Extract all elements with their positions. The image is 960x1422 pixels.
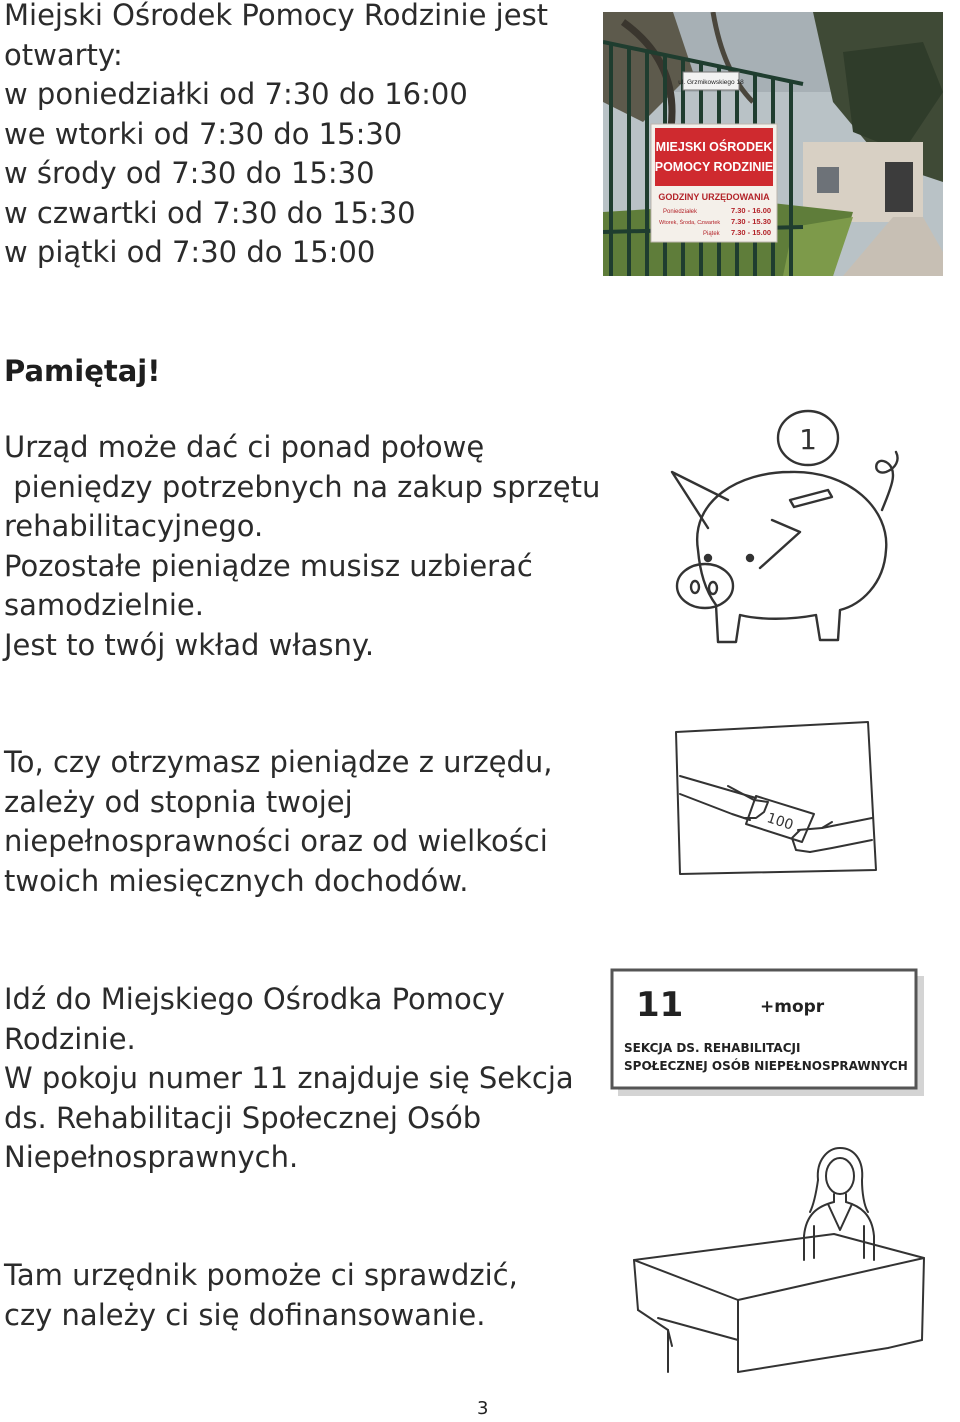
remember-heading: Pamiętaj!	[4, 354, 161, 388]
section-line-1: SEKCJA DS. REHABILITACJI	[624, 1041, 801, 1055]
remember-line: Urząd może dać ci ponad połowę	[4, 430, 485, 464]
eligibility-line: To, czy otrzymasz pieniądze z urzędu,	[4, 745, 553, 779]
remember-line: Jest to twój wkład własny.	[4, 627, 375, 662]
coin-label: 1	[799, 423, 817, 456]
goto-line: Niepełnosprawnych.	[4, 1140, 299, 1174]
eligibility-line: niepełnosprawności oraz od wielkości	[4, 824, 548, 858]
sign-row2-day: Wtorek, Środa, Czwartek	[659, 220, 721, 226]
eligibility-text	[4, 743, 553, 901]
hours-line: w środy od 7:30 do 15:30	[4, 156, 375, 190]
eligibility-line: twoich miesięcznych dochodów.	[4, 863, 469, 898]
hours-line: Miejski Ośrodek Pomocy Rodzinie jest	[4, 0, 549, 32]
remember-line: rehabilitacyjnego.	[4, 509, 264, 543]
room-number: 11	[636, 985, 684, 1025]
sign-row3-day: Piątek	[703, 231, 720, 237]
page-number: 3	[477, 1398, 489, 1419]
clerk-at-desk-drawing	[628, 1140, 928, 1390]
sign-row1-time: 7.30 - 16.00	[731, 206, 772, 215]
opening-hours	[4, 0, 548, 273]
clerk-line: Tam urzędnik pomoże ci sprawdzić,	[4, 1258, 518, 1292]
remember-line: samodzielnie.	[4, 588, 204, 622]
sign-heading: GODZINY URZĘDOWANIA	[658, 192, 770, 202]
clerk-text	[4, 1256, 518, 1335]
hours-line: w czwartki od 7:30 do 15:30	[4, 195, 416, 230]
sign-row2-time: 7.30 - 15.30	[731, 217, 772, 226]
section-line-2: SPOŁECZNEJ OSÓB NIEPEŁNOSPRAWNYCH	[624, 1059, 908, 1073]
sign-title-2: POMOCY RODZINIE	[654, 160, 774, 174]
hours-line: w piątki od 7:30 do 15:00	[4, 235, 376, 269]
remember-section	[4, 352, 160, 392]
piggy-bank-drawing	[650, 400, 910, 660]
sign-title-1: MIEJSKI OŚRODEK	[655, 140, 773, 154]
goto-line: W pokoju numer 11 znajduje się Sekcja	[4, 1061, 574, 1095]
remember-line: pieniędzy potrzebnych na zakup sprzętu	[4, 469, 601, 504]
money-handover-drawing	[672, 718, 882, 878]
eligibility-line: zależy od stopnia twojej	[4, 784, 353, 819]
building-photo	[603, 12, 943, 276]
remember-line: Pozostałe pieniądze musisz uzbierać	[4, 548, 533, 583]
hours-line: otwarty:	[4, 37, 123, 72]
goto-line: Idź do Miejskiego Ośrodka Pomocy	[4, 982, 505, 1016]
sign-row3-time: 7.30 - 15.00	[731, 228, 772, 237]
banknote-label: 100	[764, 810, 796, 834]
mopr-logo: +mopr	[760, 997, 825, 1017]
goto-line: Rodzinie.	[4, 1021, 136, 1056]
clerk-line: czy należy ci się dofinansowanie.	[4, 1297, 486, 1332]
goto-line: ds. Rehabilitacji Społecznej Osób	[4, 1100, 482, 1135]
room-door-sign	[606, 966, 928, 1100]
hours-line: we wtorki od 7:30 do 15:30	[4, 116, 403, 151]
street-plate-text: ul. Grzmikowskiego 18	[678, 79, 744, 86]
sign-row1-day: Poniedziałek	[663, 209, 698, 215]
remember-text	[4, 428, 600, 665]
goto-text	[4, 980, 574, 1178]
hours-line: w poniedziałki od 7:30 do 16:00	[4, 77, 468, 111]
